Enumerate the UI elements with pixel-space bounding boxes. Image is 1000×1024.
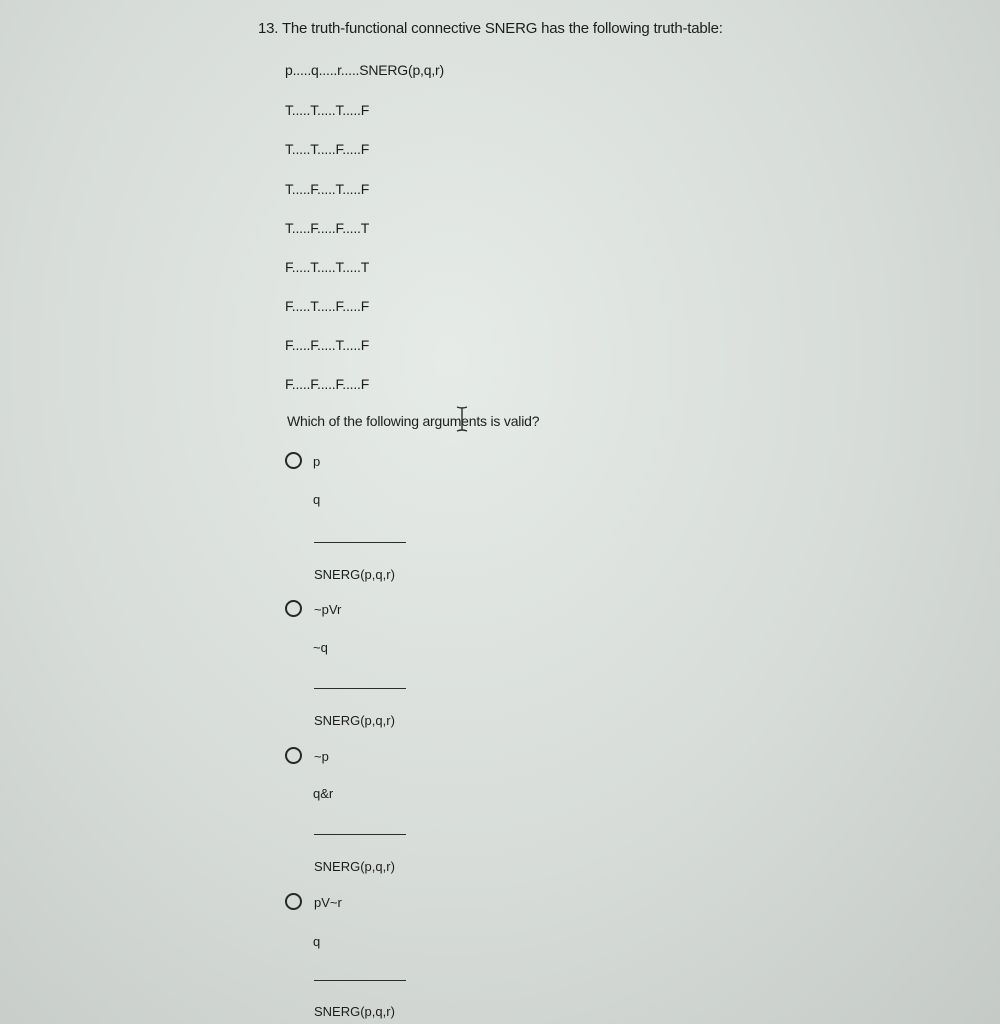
option-4-divider <box>314 980 406 981</box>
option-2-premise-2: ~q <box>313 640 328 655</box>
option-1-radio[interactable] <box>285 452 302 469</box>
truth-table-row: T.....T.....T.....F <box>285 102 370 118</box>
option-2-radio[interactable] <box>285 600 302 617</box>
truth-table-row: T.....F.....F.....T <box>285 220 370 236</box>
option-1-premise-1: p <box>313 454 321 469</box>
truth-table-row: T.....T.....F.....F <box>285 141 370 157</box>
truth-table-row: T.....F.....T.....F <box>285 181 370 197</box>
question-title: 13. The truth-functional connective SNERG has the following truth-table: <box>258 20 723 37</box>
option-3-conclusion: SNERG(p,q,r) <box>314 859 395 874</box>
truth-table-row: F.....T.....T.....T <box>285 259 370 275</box>
option-1-divider <box>314 542 406 543</box>
option-2-conclusion: SNERG(p,q,r) <box>314 713 395 728</box>
option-3-radio[interactable] <box>285 747 302 764</box>
option-4-premise-2: q <box>313 934 321 949</box>
option-1-conclusion: SNERG(p,q,r) <box>314 567 395 582</box>
truth-table-row: F.....F.....T.....F <box>285 337 370 353</box>
truth-table-row: F.....T.....F.....F <box>285 298 370 314</box>
option-3-premise-1: ~p <box>314 749 329 764</box>
text-cursor-icon <box>455 406 469 432</box>
option-4-conclusion: SNERG(p,q,r) <box>314 1004 395 1019</box>
option-2-divider <box>314 688 406 689</box>
option-1-premise-2: q <box>313 492 321 507</box>
option-2-premise-1: ~pVr <box>314 602 342 617</box>
question-prompt: Which of the following arguments is valid? <box>287 413 540 429</box>
option-4-radio[interactable] <box>285 893 302 910</box>
option-4-premise-1: pV~r <box>314 895 342 910</box>
option-3-divider <box>314 834 406 835</box>
truth-table-row: F.....F.....F.....F <box>285 376 370 392</box>
option-3-premise-2: q&r <box>313 786 334 801</box>
truth-table-header: p.....q.....r.....SNERG(p,q,r) <box>285 62 444 78</box>
